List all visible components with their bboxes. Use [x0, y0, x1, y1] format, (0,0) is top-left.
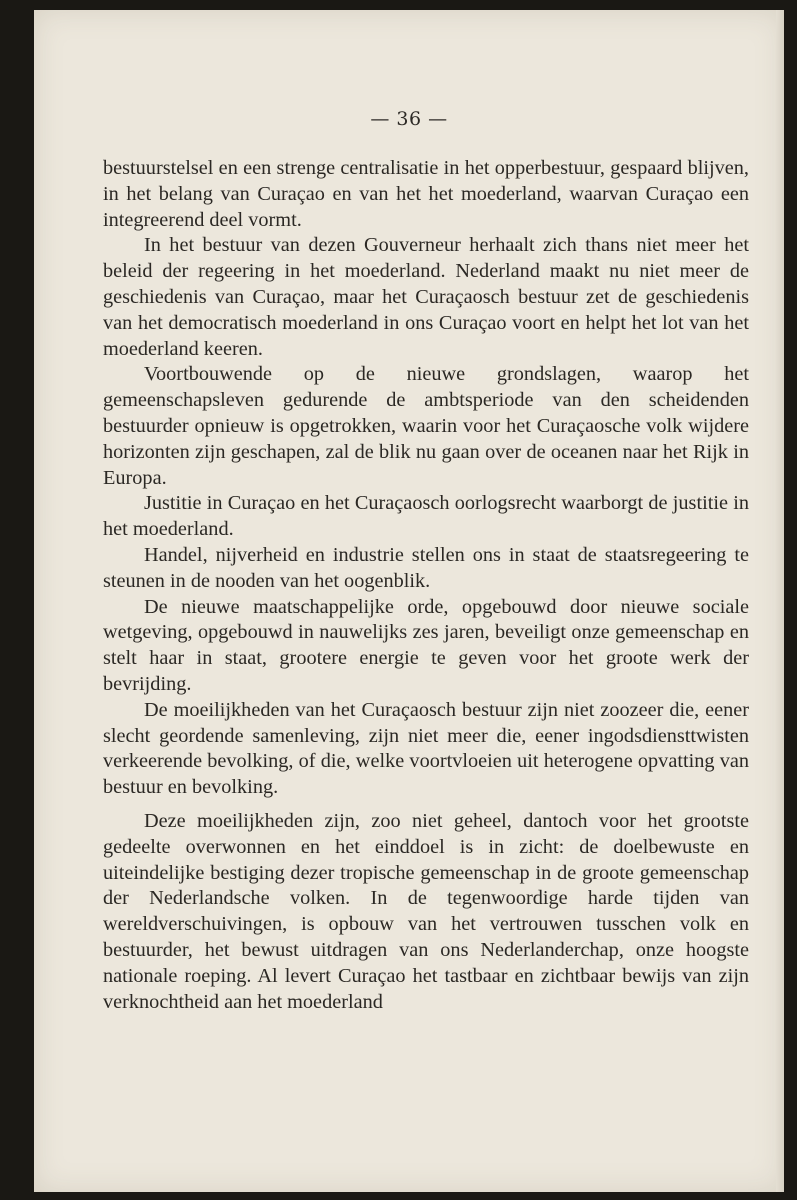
- paragraph-5: Handel, nijverheid en industrie stellen ons in staat de staatsregeering te steunen in de nooden van het oogenblik.: [103, 543, 749, 592]
- paragraph-4: Justitie in Curaçao en het Curaçaosch oorlogsrecht waarborgt de justitie in het moederland.: [103, 492, 749, 541]
- paragraph-6: De nieuwe maatschappelijke orde, opgebouwd door nieuwe sociale wetgeving, opgebouwd in nauwelijks zes jaren, beveiligt onze gemeenschap en stelt haar in staat, grootere energie te geven voor het groote werk der bevrijding.: [103, 595, 749, 695]
- paragraph-2: In het bestuur van dezen Gouverneur herhaalt zich thans niet meer het beleid der regeering in het moederland. Nederland maakt nu niet meer de geschiedenis van Curaçao, maar het Curaçaosch bestuur zet de geschiedenis van het democratisch moederland in ons Curaçao voort en helpt het lot van het moederland keeren.: [103, 234, 749, 360]
- paragraph-8: Deze moeilijkheden zijn, zoo niet geheel, dantoch voor het grootste gedeelte overwonnen en het einddoel is in zicht: de doelbewuste en uiteindelijke bestiging dezer tropische gemeenschap in de groote gemeenschap der Nederlandsche volken. In de tegenwoordige harde tijden van wereldverschuivingen, is opbouw van het vertrouwen tusschen volk en bestuurder, het bewust uitdragen van ons Nederlanderchap, onze hoogste nationale roeping. Al levert Curaçao het tastbaar en zichtbaar bewijs van zijn verknochtheid aan het moederland: [103, 809, 749, 1013]
- page-edge-shadow: [776, 10, 784, 1192]
- paragraph-7: De moeilijkheden van het Curaçaosch bestuur zijn niet zoozeer die, eener slecht geordende samenleving, zijn niet meer die, eener ingodsdiensttwisten verkeerende bevolking, of die, welke voortvloeien uit heterogene opvatting van bestuur en bevolking.: [103, 698, 749, 799]
- paragraph-1: bestuurstelsel en een strenge centralisatie in het opperbestuur, gespaard blijven, in het belang van Curaçao en van het het moederland, waarvan Curaçao een integreerend deel vormt.: [103, 157, 749, 231]
- paragraph-3: Voortbouwende op de nieuwe grondslagen, waarop het gemeenschapsleven gedurende de ambtsperiode van den scheidenden bestuurder opnieuw is opgetrokken, waarin voor het Curaçaosche volk wijdere horizonten zijn geschapen, zal de blik nu gaan over de oceanen naar het Rijk in Europa.: [103, 363, 749, 489]
- page-number: — 36 —: [370, 108, 448, 130]
- book-page: [34, 10, 784, 1192]
- page-body-text: [103, 156, 749, 1015]
